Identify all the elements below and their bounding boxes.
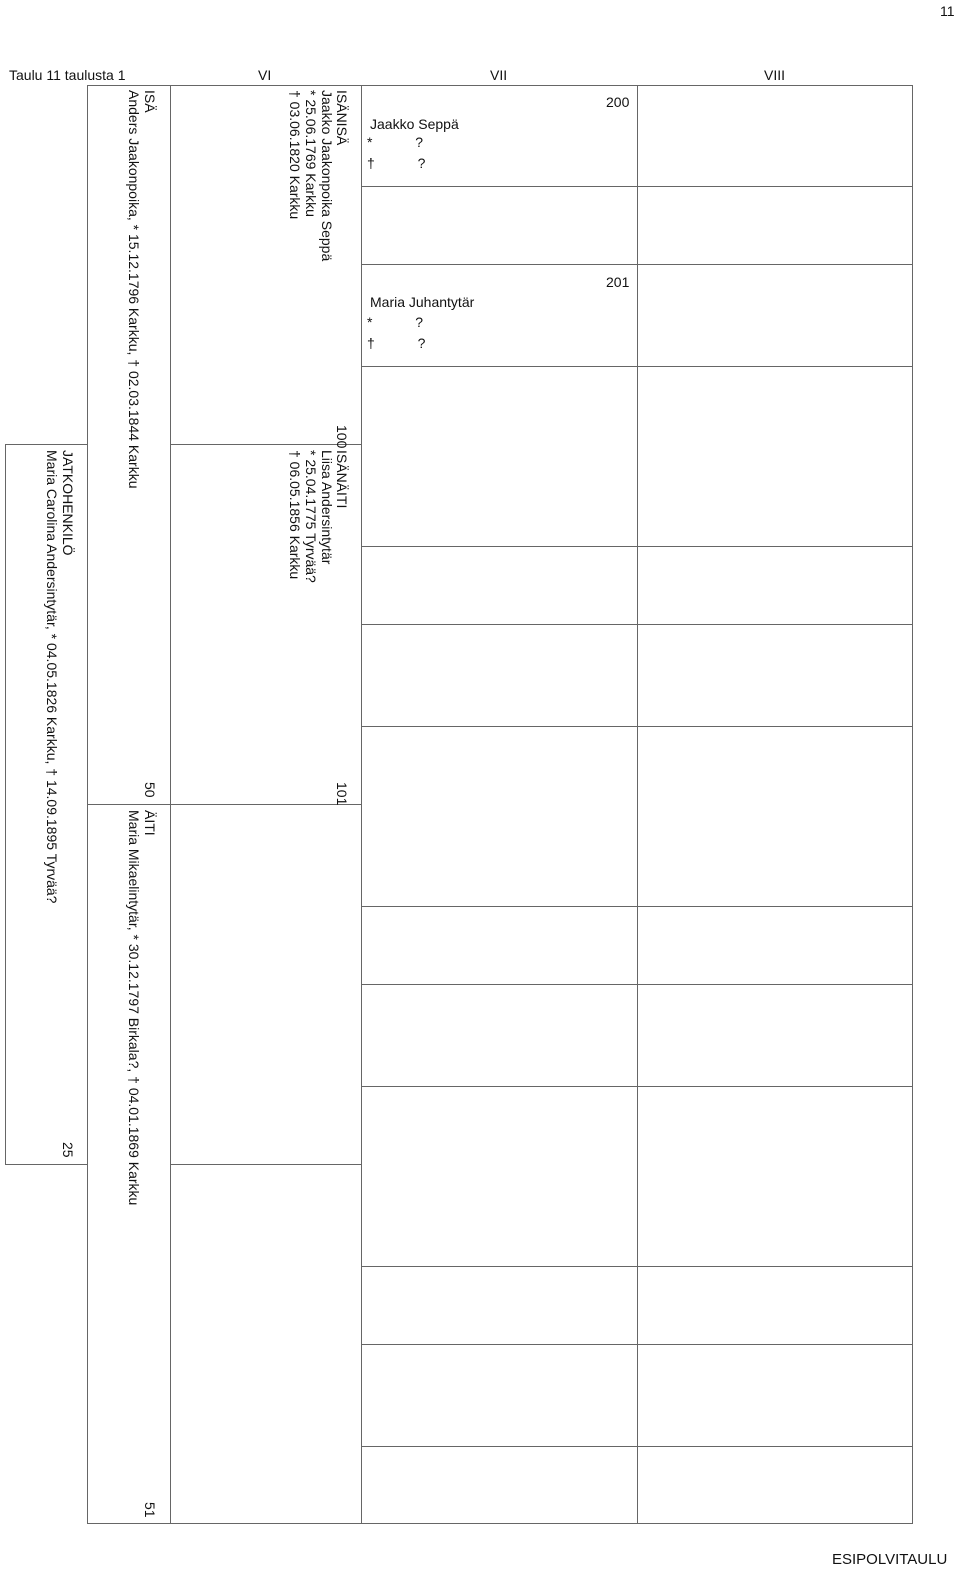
isanaiti-born: * 25.04.1775 Tyrvää? — [303, 450, 319, 583]
aiti-heading: ÄITI — [142, 810, 158, 836]
person-201-number: 201 — [606, 274, 630, 290]
jatkohenkilo-box-left — [5, 444, 6, 1164]
number-51: 51 — [142, 1502, 158, 1518]
divider-gen7-1 — [361, 264, 637, 265]
divider-gen8-6 — [361, 1086, 913, 1087]
person-201-born: * ? — [367, 314, 424, 330]
generation-vii-label: VII — [490, 67, 508, 83]
generation-viii-label: VIII — [764, 67, 786, 83]
page-number: 11 — [940, 3, 955, 19]
person-201-name: Maria Juhantytär — [370, 294, 475, 310]
divider-gen8-2 — [361, 366, 913, 367]
isa-details: Anders Jaakonpoika, * 15.12.1796 Karkku, † 02.03.1844 Karkku — [126, 90, 142, 489]
divider-gen8-7 — [361, 1266, 913, 1267]
jatkohenkilo-box-bottom — [5, 1164, 87, 1165]
person-200-number: 200 — [606, 94, 630, 110]
divider-gen7-4 — [361, 1344, 637, 1345]
divider-gen8-4 — [361, 726, 913, 727]
jatkohenkilo-box-top — [5, 444, 87, 445]
taulu-label: Taulu 11 taulusta 1 — [9, 67, 126, 83]
person-200-born: * ? — [367, 134, 424, 150]
divider-gen6-b — [170, 1164, 361, 1165]
person-201-died: † ? — [367, 335, 426, 351]
aiti-details: Maria Mikaelintytär, * 30.12.1797 Birkala?, † 04.01.1869 Karkku — [126, 810, 142, 1206]
person-200-name: Jaakko Seppä — [370, 116, 459, 132]
number-101: 101 — [334, 782, 350, 806]
jatkohenkilo-details: Maria Carolina Andersintytär, * 04.05.1826 Karkku, † 14.09.1895 Tyrvää? — [44, 450, 60, 904]
jatkohenkilo-number: 25 — [60, 1142, 76, 1158]
jatkohenkilo-heading: JATKOHENKILÖ — [60, 450, 76, 556]
aiti-number: 50 — [142, 782, 158, 798]
isanisa-name: Jaakko Jaakonpoika Seppä — [319, 90, 335, 262]
isanisa-heading: ISÄNISÄ — [334, 90, 350, 146]
divider-gen8-3 — [361, 546, 913, 547]
column-4-left — [637, 85, 638, 1524]
divider-gen9-3 — [637, 984, 912, 985]
generation-vi-label: VI — [258, 67, 272, 83]
table-top — [87, 85, 912, 86]
divider-gen7-2 — [361, 624, 637, 625]
person-200-died: † ? — [367, 155, 426, 171]
divider-isa-aiti — [87, 804, 362, 805]
isa-heading: ISÄ — [142, 90, 158, 113]
divider-gen8-8 — [361, 1446, 913, 1447]
divider-gen8-1 — [361, 186, 913, 187]
isanaiti-name: Liisa Andersintytär — [319, 450, 335, 565]
table-bottom — [87, 1523, 912, 1524]
isanaiti-died: † 06.05.1856 Karkku — [287, 450, 303, 580]
divider-gen9-4 — [637, 1344, 912, 1345]
divider-gen9-1 — [637, 264, 912, 265]
isanisa-died: † 03.06.1820 Karkku — [287, 90, 303, 220]
footer-label: ESIPOLVITAULU — [832, 1551, 948, 1568]
divider-gen6-a — [170, 444, 361, 445]
table-right — [912, 85, 913, 1524]
isanaiti-heading: ISÄNÄITI — [334, 450, 350, 509]
divider-gen9-2 — [637, 624, 912, 625]
divider-gen7-3 — [361, 984, 637, 985]
isanaiti-number: 100 — [334, 425, 350, 449]
divider-gen8-5 — [361, 906, 913, 907]
isanisa-born: * 25.06.1769 Karkku — [303, 90, 319, 217]
